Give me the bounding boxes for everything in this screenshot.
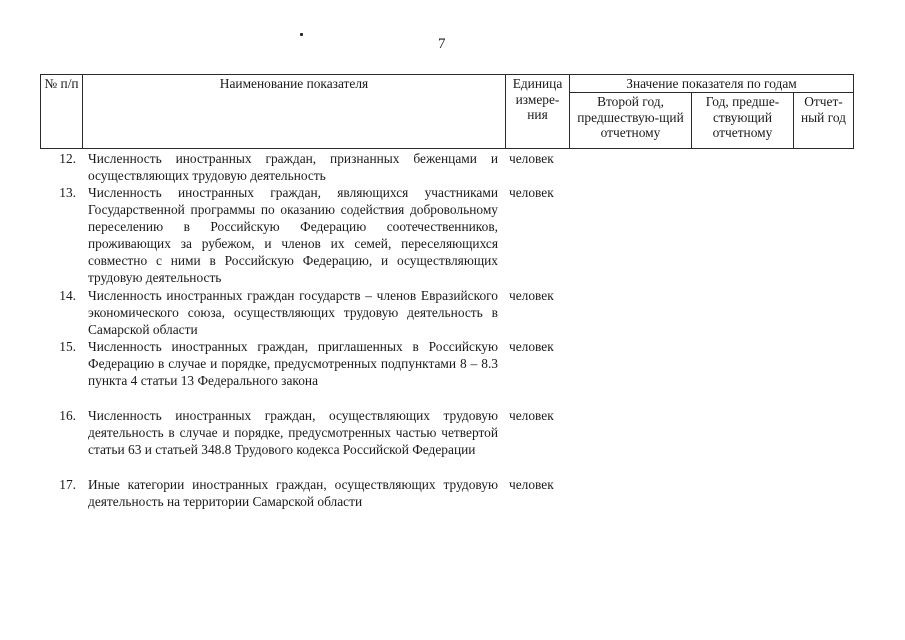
table-row [40, 184, 853, 287]
header-col-year-before: Год, предше-ствующий отчетному [692, 93, 794, 149]
table-row [40, 150, 853, 184]
scan-speck [300, 33, 303, 36]
row-indicator-name: Численность иностранных граждан, являющихся участниками Государственной программы по оказанию содействия добровольному переселению в Российскую Федерацию соотечественников, проживающих за рубежом, и членов их семей, переселяющихся совместно с ними в Российскую Федерацию, и осуществляющих трудовую деятельность [88, 185, 498, 285]
row-indicator-name: Численность иностранных граждан, осуществляющих трудовую деятельность в случае и порядке, предусмотренных частью четвертой статьи 63 и статьей 348.8 Трудового кодекса Российской Федерации [88, 408, 498, 457]
row-unit: человек [509, 339, 554, 354]
row-number: 17. [59, 477, 76, 492]
indicator-table-header [40, 74, 854, 149]
table-row [40, 476, 853, 512]
row-indicator-name: Численность иностранных граждан, признанных беженцами и осуществляющих трудовую деятельность [88, 151, 498, 183]
row-unit: человек [509, 408, 554, 423]
row-number: 13. [59, 185, 76, 200]
row-number: 12. [59, 151, 76, 166]
header-col-indicator-name: Наименование показателя [83, 75, 506, 149]
indicator-rows [40, 150, 853, 512]
header-col-number: № п/п [41, 75, 83, 149]
row-number: 15. [59, 339, 76, 354]
row-indicator-name: Численность иностранных граждан, приглашенных в Российскую Федерацию в случае и порядке, предусмотренных подпунктами 8 – 8.3 пункта 4 статьи 13 Федерального закона [88, 339, 498, 388]
row-indicator-name: Иные категории иностранных граждан, осуществляющих трудовую деятельность на территории Самарской области [88, 477, 498, 509]
row-number: 16. [59, 408, 76, 423]
table-row [40, 287, 853, 338]
row-unit: человек [509, 477, 554, 492]
table-row [40, 338, 853, 407]
page-number: 7 [438, 36, 446, 52]
row-unit: человек [509, 151, 554, 166]
row-unit: человек [509, 288, 554, 303]
row-unit: человек [509, 185, 554, 200]
row-indicator-name: Численность иностранных граждан государств – членов Евразийского экономического союза, осуществляющих трудовую деятельность в Самарской области [88, 288, 498, 337]
header-col-report-year: Отчет-ный год [794, 93, 854, 149]
header-col-unit: Единица измере-ния [506, 75, 570, 149]
header-col-second-year-before: Второй год, предшествую-щий отчетному [570, 93, 692, 149]
row-number: 14. [59, 288, 76, 303]
header-col-values-by-year: Значение показателя по годам [570, 75, 854, 93]
table-row [40, 407, 853, 476]
